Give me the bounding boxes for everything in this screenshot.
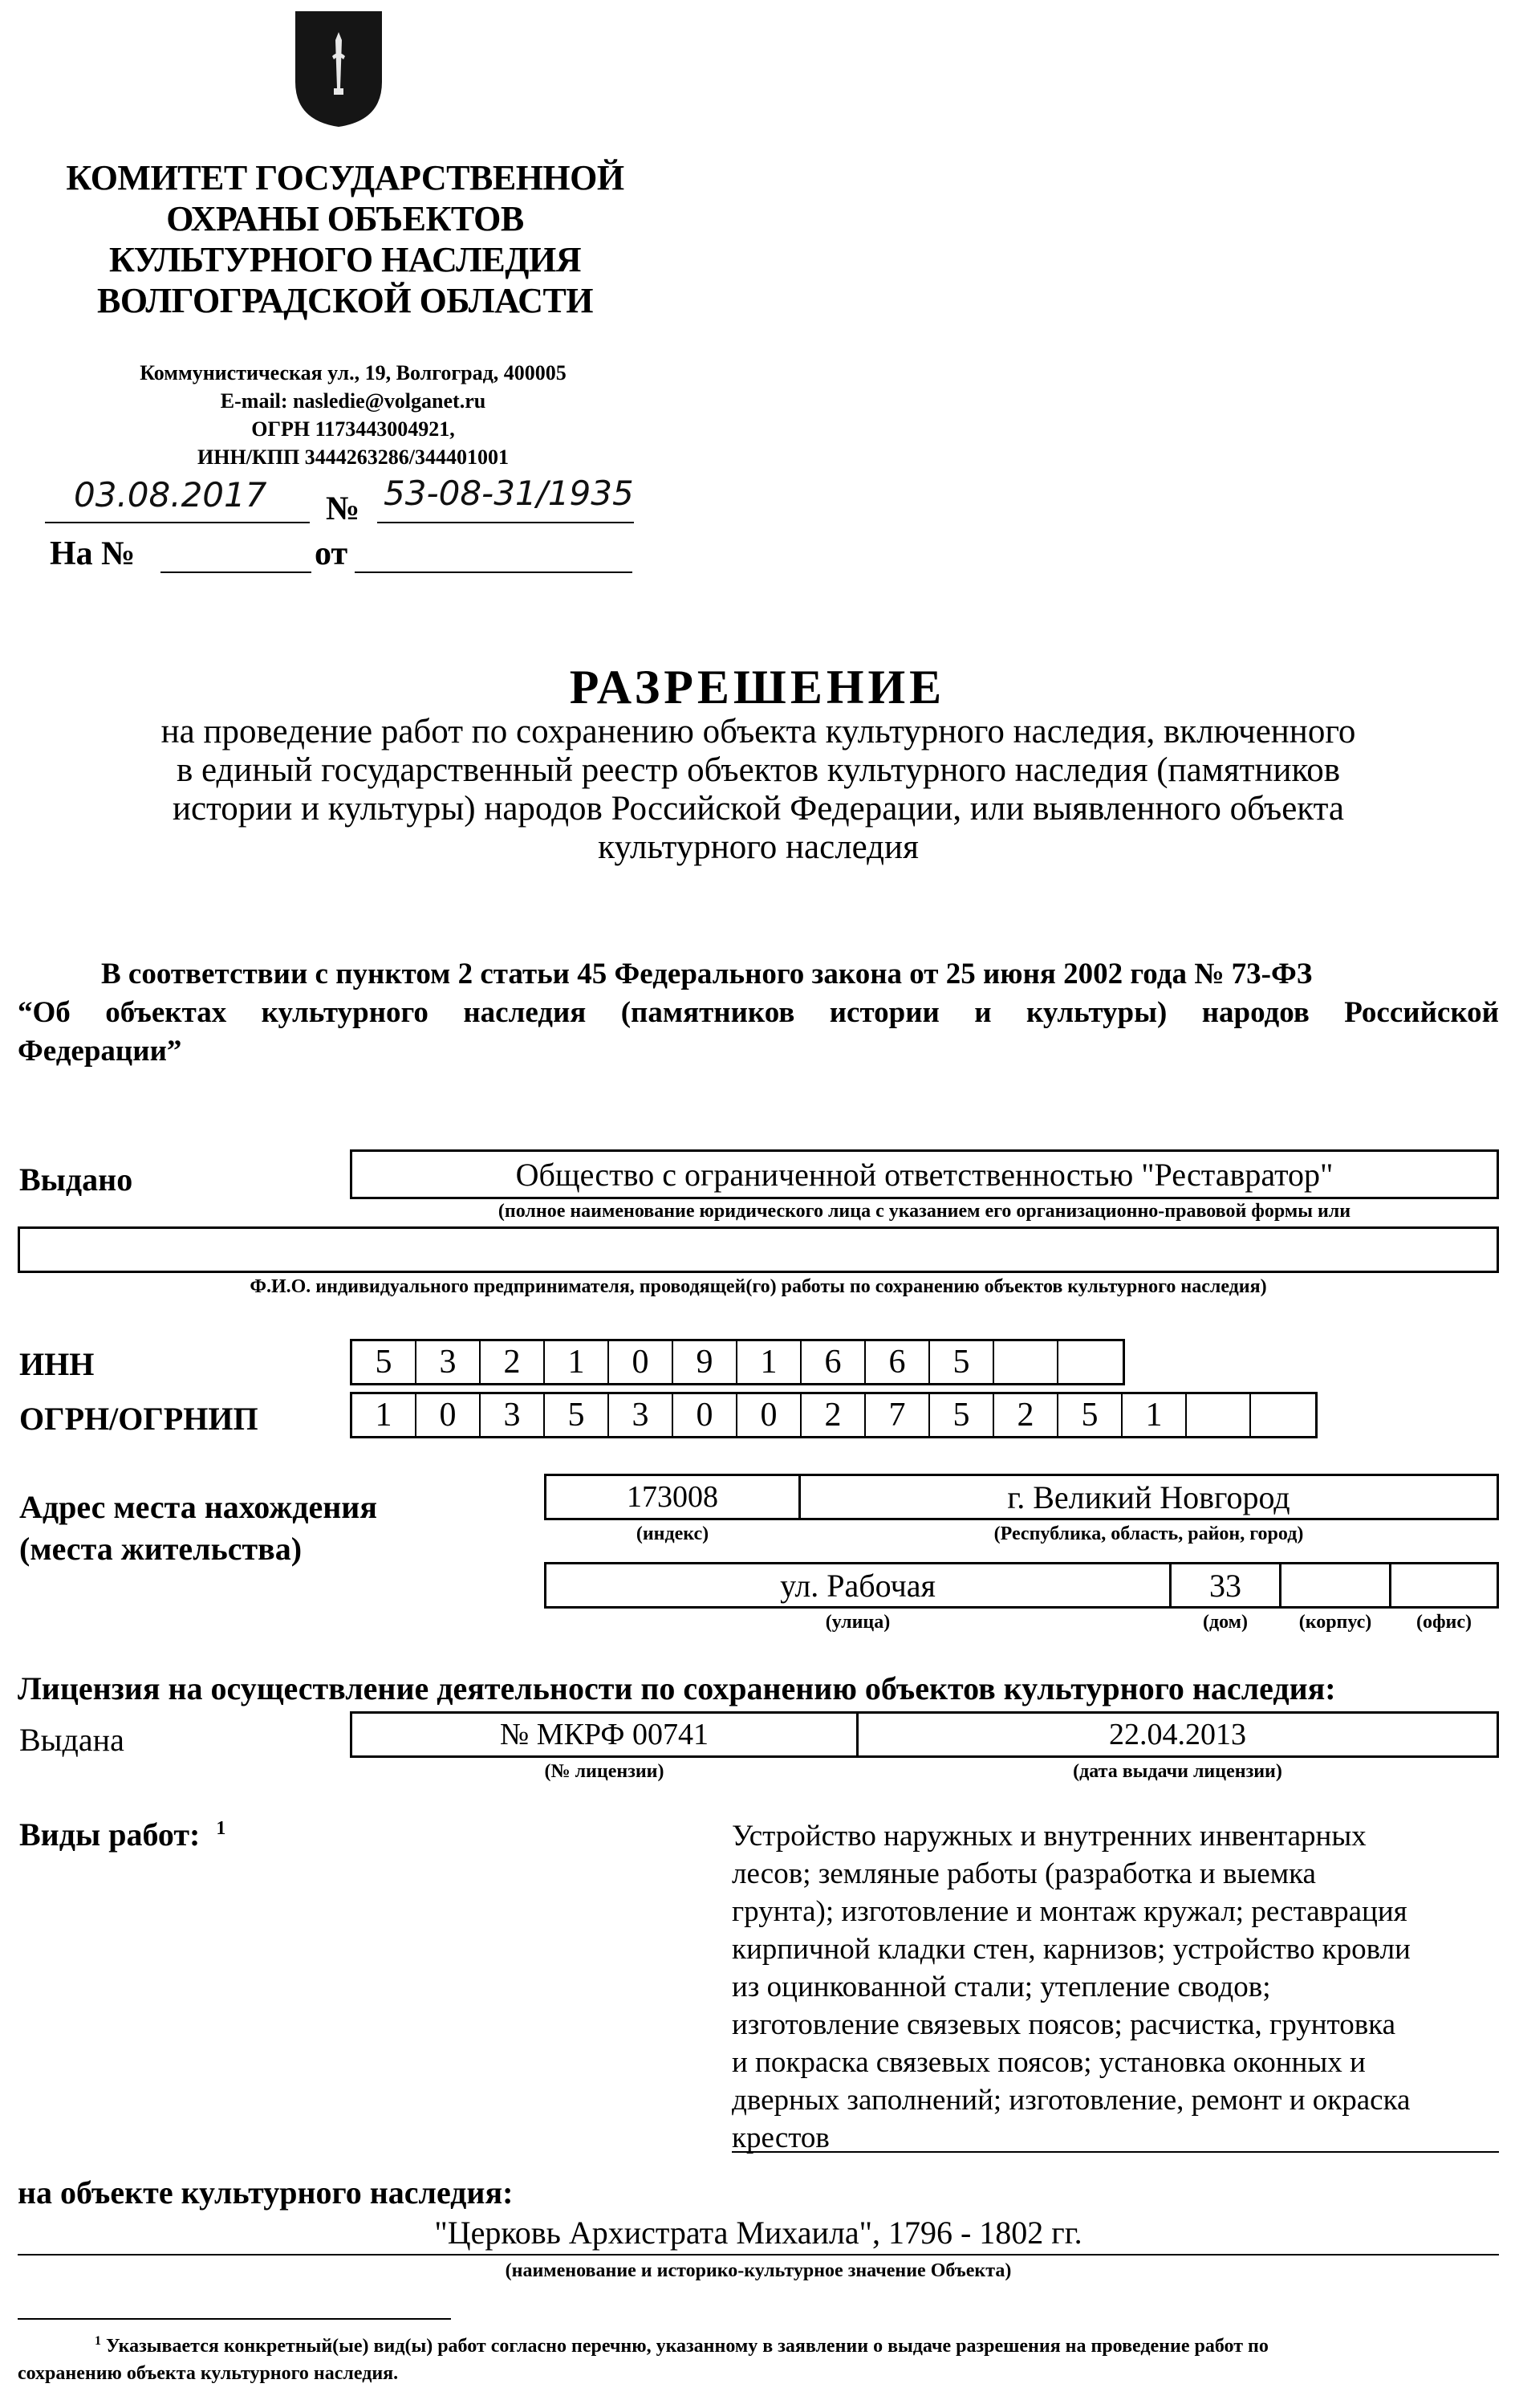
ogrn-digit: 5 bbox=[545, 1394, 609, 1436]
outgoing-date: 03.08.2017 bbox=[74, 475, 267, 515]
legal-basis bbox=[18, 955, 1499, 1071]
ogrn-digit: 3 bbox=[609, 1394, 673, 1436]
basis-line: Федерации” bbox=[18, 1035, 182, 1068]
works-list bbox=[732, 1817, 1499, 2157]
ogrn-digit: 7 bbox=[866, 1394, 930, 1436]
issuer-organization bbox=[56, 157, 634, 321]
subtitle-line: культурного наследия bbox=[598, 828, 919, 866]
org-line: ОХРАНЫ ОБЪЕКТОВ bbox=[166, 199, 524, 238]
ogrn-digit: 0 bbox=[416, 1394, 481, 1436]
inn-digit: 9 bbox=[673, 1341, 737, 1383]
incoming-number-label: На № bbox=[50, 535, 136, 572]
address-label-line: Адрес места нахождения bbox=[19, 1489, 377, 1525]
issued-caption-2: Ф.И.О. индивидуального предпринимателя, проводящей(го) работы по сохранению объектов культурного наследия) bbox=[250, 1276, 1267, 1297]
works-footnote-mark: 1 bbox=[216, 1817, 226, 1839]
issued-name-field-2 bbox=[18, 1226, 1499, 1273]
document-title: РАЗРЕШЕНИЕ bbox=[569, 661, 946, 714]
ogrn-digit: 5 bbox=[930, 1394, 994, 1436]
license-date-caption: (дата выдачи лицензии) bbox=[1073, 1761, 1282, 1782]
ogrn-digit: 2 bbox=[802, 1394, 866, 1436]
address-index: 173008 bbox=[627, 1480, 718, 1514]
license-date: 22.04.2013 bbox=[1109, 1718, 1246, 1751]
inn-kpp-line: ИНН/КПП 3444263286/344401001 bbox=[197, 445, 509, 469]
inn-digit: 3 bbox=[416, 1341, 481, 1383]
object-underline bbox=[18, 2254, 1499, 2255]
date-underline bbox=[45, 522, 310, 523]
ogrn-digit: 1 bbox=[352, 1394, 416, 1436]
address-line: Коммунистическая ул., 19, Волгоград, 400005 bbox=[140, 361, 567, 384]
footnote-text-2: сохранению объекта культурного наследия. bbox=[18, 2363, 399, 2384]
inn-digit bbox=[994, 1341, 1058, 1383]
address-office-field bbox=[1389, 1562, 1499, 1609]
issuer-contacts bbox=[48, 359, 658, 471]
works-line: из оцинкованной стали; утепление сводов; bbox=[732, 1971, 1271, 2003]
license-date-field bbox=[856, 1711, 1499, 1758]
inn-digit: 2 bbox=[481, 1341, 545, 1383]
object-name: "Церковь Архистрата Михаила", 1796 - 1802 гг. bbox=[434, 2215, 1082, 2251]
incoming-date-label: от bbox=[315, 535, 348, 572]
subtitle-line: истории и культуры) народов Российской Федерации, или выявленного объекта bbox=[172, 790, 1345, 828]
works-line: кирпичной кладки стен, карнизов; устройство кровли bbox=[732, 1933, 1411, 1966]
address-house-field bbox=[1169, 1562, 1281, 1609]
address-building-field bbox=[1279, 1562, 1391, 1609]
ogrn-digits bbox=[350, 1392, 1318, 1438]
inn-digit: 1 bbox=[737, 1341, 802, 1383]
works-line: дверных заполнений; изготовление, ремонт и окраска bbox=[732, 2084, 1411, 2117]
license-heading: Лицензия на осуществление деятельности по сохранению объектов культурного наследия: bbox=[18, 1670, 1336, 1706]
address-index-caption: (индекс) bbox=[636, 1523, 709, 1544]
number-sign: № bbox=[326, 490, 360, 527]
ogrn-digit: 0 bbox=[737, 1394, 802, 1436]
email-line: E-mail: nasledie@volganet.ru bbox=[220, 389, 486, 413]
issued-caption-1: (полное наименование юридического лица с указанием его организационно-правовой формы или bbox=[498, 1201, 1351, 1222]
issued-name: Общество с ограниченной ответственностью "Реставратор" bbox=[515, 1156, 1334, 1193]
ogrn-line: ОГРН 1173443004921, bbox=[251, 417, 455, 441]
incoming-date-blank bbox=[355, 571, 632, 573]
ogrn-digit: 5 bbox=[1058, 1394, 1123, 1436]
footnote-text-1: Указывается конкретный(ые) вид(ы) работ согласно перечню, указанному в заявлении о выдаче разрешения на проведение работ по bbox=[106, 2336, 1269, 2357]
object-caption: (наименование и историко-культурное значение Объекта) bbox=[505, 2260, 1012, 2281]
basis-line: “Об объектах культурного наследия (памятников истории и культуры) народов Российской bbox=[18, 996, 1499, 1029]
footnote-mark: 1 bbox=[95, 2334, 101, 2348]
ogrn-digit bbox=[1251, 1394, 1315, 1436]
coat-of-arms-icon bbox=[292, 8, 385, 128]
address-city-caption: (Республика, область, район, город) bbox=[993, 1523, 1304, 1544]
outgoing-number: 53-08-31/1935 bbox=[384, 474, 634, 513]
inn-digit: 6 bbox=[802, 1341, 866, 1383]
license-number-caption: (№ лицензии) bbox=[544, 1761, 664, 1782]
inn-digit bbox=[1058, 1341, 1123, 1383]
address-building-caption: (корпус) bbox=[1298, 1612, 1372, 1633]
address-index-field bbox=[544, 1474, 801, 1520]
issued-label: Выдано bbox=[19, 1161, 133, 1198]
address-house-caption: (дом) bbox=[1202, 1612, 1248, 1633]
org-line: КУЛЬТУРНОГО НАСЛЕДИЯ bbox=[108, 240, 582, 279]
inn-digit: 5 bbox=[930, 1341, 994, 1383]
works-label-text: Виды работ: bbox=[19, 1816, 201, 1853]
inn-digit: 1 bbox=[545, 1341, 609, 1383]
subtitle-line: в единый государственный реестр объектов культурного наследия (памятников bbox=[176, 751, 1341, 789]
address-city: г. Великий Новгород bbox=[1007, 1479, 1290, 1515]
ogrn-digit: 2 bbox=[994, 1394, 1058, 1436]
license-number-field bbox=[350, 1711, 859, 1758]
ogrn-digit: 3 bbox=[481, 1394, 545, 1436]
license-number: № МКРФ 00741 bbox=[500, 1718, 709, 1751]
address-office-caption: (офис) bbox=[1415, 1612, 1472, 1633]
inn-digits bbox=[350, 1339, 1125, 1385]
works-line: и покраска связевых поясов; установка оконных и bbox=[732, 2046, 1366, 2079]
works-line: Устройство наружных и внутренних инвентарных bbox=[732, 1820, 1367, 1853]
incoming-number-blank bbox=[160, 571, 311, 573]
address-label bbox=[19, 1487, 377, 1570]
works-line: крестов bbox=[732, 2121, 830, 2154]
works-line: изготовление связевых поясов; расчистка, грунтовка bbox=[732, 2008, 1396, 2041]
address-house: 33 bbox=[1209, 1567, 1241, 1604]
footnote-line bbox=[18, 2328, 1499, 2360]
inn-digit: 5 bbox=[352, 1341, 416, 1383]
ogrn-digit bbox=[1187, 1394, 1251, 1436]
basis-line: В соответствии с пунктом 2 статьи 45 Федерального закона от 25 июня 2002 года № 73-ФЗ bbox=[101, 958, 1313, 990]
ogrn-digit: 1 bbox=[1123, 1394, 1187, 1436]
org-line: ВОЛГОГРАДСКОЙ ОБЛАСТИ bbox=[96, 281, 594, 320]
address-street: ул. Рабочая bbox=[780, 1567, 936, 1604]
org-line: КОМИТЕТ ГОСУДАРСТВЕННОЙ bbox=[66, 158, 624, 197]
ogrn-digit: 0 bbox=[673, 1394, 737, 1436]
address-street-field bbox=[544, 1562, 1172, 1609]
document-subtitle bbox=[16, 713, 1501, 867]
subtitle-line: на проведение работ по сохранению объекта культурного наследия, включенного bbox=[160, 713, 1356, 750]
address-label-line: (места жительства) bbox=[19, 1531, 303, 1567]
footnote-separator bbox=[18, 2318, 451, 2320]
inn-digit: 6 bbox=[866, 1341, 930, 1383]
ogrn-label: ОГРН/ОГРНИП bbox=[19, 1401, 258, 1437]
inn-digit: 0 bbox=[609, 1341, 673, 1383]
works-line: грунта); изготовление и монтаж кружал; реставрация bbox=[732, 1895, 1407, 1928]
license-issued-label: Выдана bbox=[19, 1722, 124, 1758]
works-underline bbox=[732, 2151, 1499, 2153]
object-label: на объекте культурного наследия: bbox=[18, 2174, 514, 2211]
number-underline bbox=[377, 522, 634, 523]
inn-label: ИНН bbox=[19, 1346, 95, 1382]
address-street-caption: (улица) bbox=[825, 1612, 891, 1633]
footnote bbox=[18, 2328, 1499, 2387]
works-line: лесов; земляные работы (разработка и выемка bbox=[732, 1857, 1316, 1890]
works-label bbox=[19, 1816, 225, 1853]
address-city-field bbox=[798, 1474, 1499, 1520]
issued-name-field bbox=[350, 1149, 1499, 1199]
